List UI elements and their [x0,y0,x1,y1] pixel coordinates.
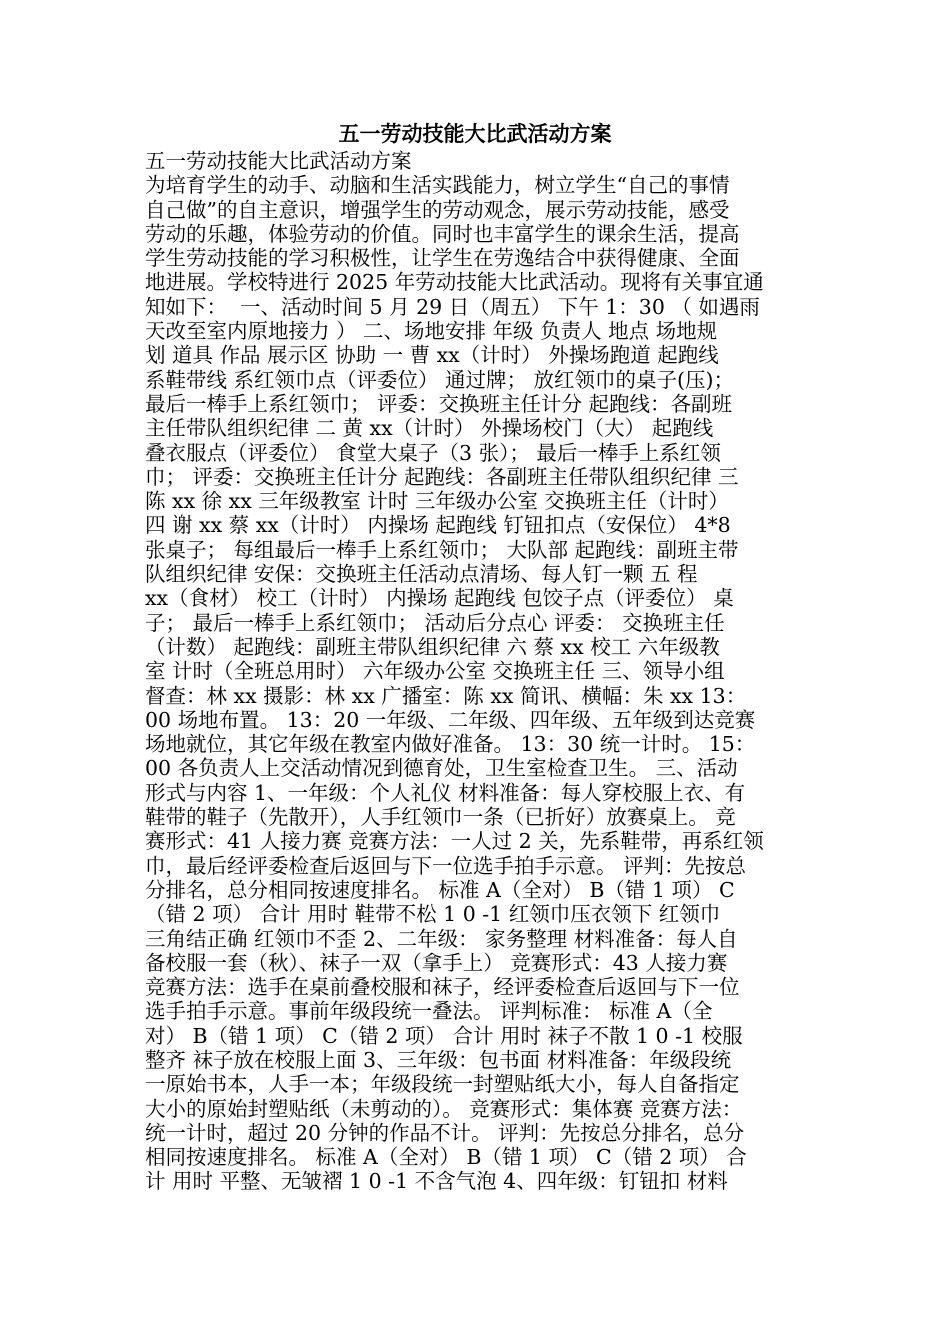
body-line: 主任带队组织纪律 二 黄 xx（计时） 外操场校门（大） 起跑线 [145,416,714,441]
body-line: 统一计时，超过 20 分钟的作品不计。 评判：先按总分排名，总分 [145,1120,745,1145]
body-line: 地进展。学校特进行 2025 年劳动技能大比武活动。现将有关事宜通 [145,270,764,295]
body-line: 室 计时（全班总用时） 六年级办公室 交换班主任 三、领导小组 [145,659,725,684]
document-body [145,149,815,1194]
body-line: 对） B（错 1 项） C（错 2 项） 合计 用时 袜子不散 1 0 -1 校服 [145,1023,743,1048]
document-title: 五一劳动技能大比武活动方案 [338,121,612,146]
body-line: 队组织纪律 安保：交换班主任活动点清场、每人钉一颗 五 程 [145,562,698,587]
body-line: 最后一棒手上系红领巾； 评委：交换班主任计分 起跑线：各副班 [145,391,733,416]
body-line: 为培育学生的动手、动脑和生活实践能力，树立学生“自己的事情 [145,173,730,198]
body-line: （计数） 起跑线：副班主带队组织纪律 六 蔡 xx 校工 六年级教 [145,634,720,659]
body-line: 子； 最后一棒手上系红领巾； 活动后分点心 评委： 交换班主任 [145,610,725,635]
body-line: 叠衣服点（评委位） 食堂大桌子（3 张）； 最后一棒手上系红领 [145,440,721,465]
body-line: （错 2 项） 合计 用时 鞋带不松 1 0 -1 红领巾压衣领下 红领巾 [145,902,721,927]
body-line: 竞赛方法：选手在桌前叠校服和袜子，经评委检查后返回与下一位 [145,975,740,1000]
body-line: 系鞋带线 系红领巾点（评委位） 通过牌； 放红领巾的桌子(压)； [145,367,735,392]
body-line: 分排名，总分相同按速度排名。 标准 A（全对） B（错 1 项） C [145,877,735,902]
body-line: 三角结正确 红领巾不歪 2、二年级： 家务整理 材料准备：每人自 [145,926,738,951]
body-line: 五一劳动技能大比武活动方案 [145,149,412,173]
body-line: 四 谢 xx 蔡 xx（计时） 内操场 起跑线 钉钮扣点（安保位） 4*8 [145,513,731,538]
body-line: 整齐 袜子放在校服上面 3、三年级：包书面 材料准备：年级段统 [145,1047,732,1072]
body-line: 相同按速度排名。 标准 A（全对） B（错 1 项） C（错 2 项） 合 [145,1145,747,1170]
body-line: 计 用时 平整、无皱褶 1 0 -1 不含气泡 4、四年级：钉钮扣 材料 [145,1169,728,1194]
body-line: 自己做”的自主意识，增强学生的劳动观念，展示劳动技能，感受 [145,197,730,222]
body-line: 形式与内容 1、一年级：个人礼仪 材料准备：每人穿校服上衣、有 [145,780,746,805]
body-line: 学生劳动技能的学习积极性，让学生在劳逸结合中获得健康、全面 [145,246,740,271]
body-line: 督查：林 xx 摄影：林 xx 广播室：陈 xx 简讯、横幅：朱 xx 13： [145,683,747,708]
body-line: 赛形式：41 人接力赛 竞赛方法：一人过 2 关，先系鞋带，再系红领 [145,829,764,854]
body-line: 00 各负责人上交活动情况到德育处，卫生室检查卫生。 三、活动 [145,756,738,781]
body-line: 张桌子； 每组最后一棒手上系红领巾； 大队部 起跑线：副班主带 [145,537,739,562]
body-line: 备校服一套（秋）、袜子一双（拿手上） 竞赛形式：43 人接力赛 [145,950,728,975]
body-line: 划 道具 作品 展示区 协助 一 曹 xx（计时） 外操场跑道 起跑线 [145,343,719,368]
body-line: 00 场地布置。 13：20 一年级、二年级、四年级、五年级到达竞赛 [145,707,756,732]
body-line: xx（食材） 校工（计时） 内操场 起跑线 包饺子点（评委位） 桌 [145,586,734,611]
body-line: 陈 xx 徐 xx 三年级教室 计时 三年级办公室 交换班主任（计时） [145,489,729,514]
body-line: 一原始书本，人手一本；年级段统一封塑贴纸大小，每人自备指定 [145,1072,740,1097]
body-line: 劳动的乐趣，体验劳动的价值。同时也丰富学生的课余生活，提高 [145,221,740,246]
body-line: 选手拍手示意。事前年级段统一叠法。 评判标准： 标准 A（全 [145,999,713,1024]
body-line: 巾； 评委：交换班主任计分 起跑线：各副班主任带队组织纪律 三 [145,464,739,489]
body-line: 知如下： 一、活动时间 5 月 29 日（周五） 下午 1：30 （ 如遇雨 [145,294,760,319]
body-line: 天改至室内原地接力 ） 二、场地安排 年级 负责人 地点 场地规 [145,319,718,344]
body-line: 场地就位，其它年级在教室内做好准备。 13：30 统一计时。 15： [145,732,756,757]
body-line: 鞋带的鞋子（先散开），人手红领巾一条（已折好）放赛桌上。 竞 [145,805,736,830]
body-line: 大小的原始封塑贴纸（未剪动的）。 竞赛形式：集体赛 竞赛方法： [145,1096,743,1121]
body-line: 巾，最后经评委检查后返回与下一位选手拍手示意。 评判：先按总 [145,853,747,878]
